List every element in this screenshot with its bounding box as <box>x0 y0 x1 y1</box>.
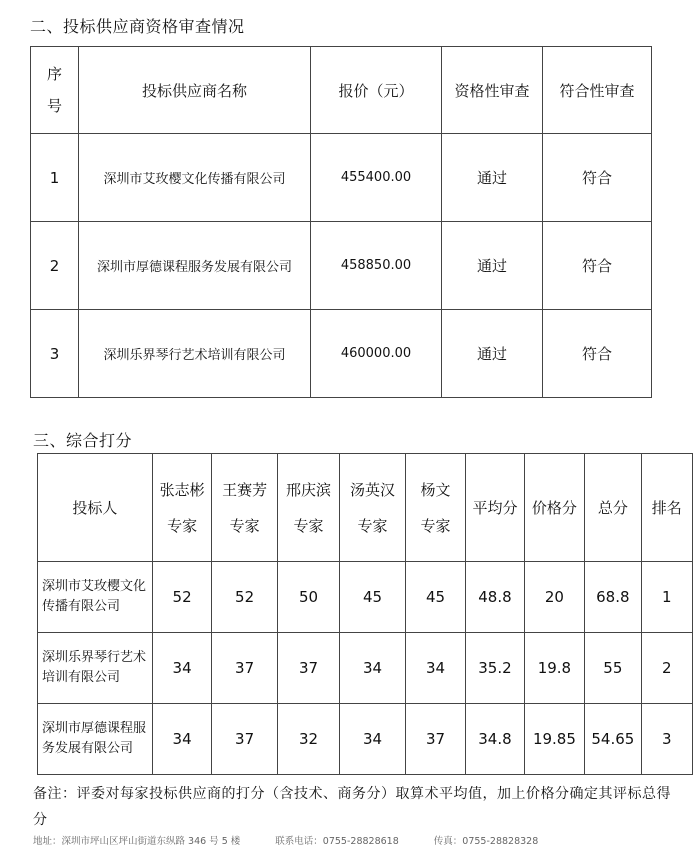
cell-supplier-name: 深圳市艾玫樱文化传播有限公司 <box>79 134 311 222</box>
header-average: 平均分 <box>466 454 524 562</box>
cell-score: 37 <box>212 633 278 704</box>
header-conformity: 符合性审查 <box>543 47 652 134</box>
cell-seq: 3 <box>31 310 79 398</box>
table-row <box>31 222 652 310</box>
cell-score: 45 <box>340 562 406 633</box>
expert-role: 专家 <box>229 516 260 535</box>
cell-average: 34.8 <box>466 704 524 775</box>
qualification-review-table <box>30 46 652 398</box>
cell-rank: 1 <box>641 562 692 633</box>
table-row <box>31 134 652 222</box>
cell-rank: 3 <box>641 704 692 775</box>
cell-bidder: 深圳市厚德课程服务发展有限公司 <box>38 704 153 775</box>
footer-phone: 联系电话：0755-28828618 <box>275 836 399 847</box>
table-header-row <box>31 47 652 134</box>
header-bidder: 投标人 <box>38 454 153 562</box>
cell-score: 34 <box>152 633 211 704</box>
cell-score: 52 <box>152 562 211 633</box>
expert-role: 专家 <box>420 516 451 535</box>
cell-score: 32 <box>277 704 339 775</box>
header-seq <box>31 47 79 134</box>
header-total: 总分 <box>585 454 641 562</box>
section-2-title: 二、投标供应商资格审查情况 <box>30 17 245 36</box>
cell-price-score: 19.8 <box>524 633 584 704</box>
cell-qualification: 通过 <box>442 310 543 398</box>
header-expert-5 <box>405 454 465 562</box>
cell-score: 37 <box>212 704 278 775</box>
header-supplier-name: 投标供应商名称 <box>79 47 311 134</box>
section-3-title: 三、综合打分 <box>33 431 133 450</box>
remark-note: 备注：评委对每家投标供应商的打分（含技术、商务分）取算术平均值，加上价格分确定其评标总得分 <box>33 786 671 828</box>
table-row <box>38 704 693 775</box>
cell-conformity: 符合 <box>543 310 652 398</box>
cell-qualification: 通过 <box>442 222 543 310</box>
header-rank: 排名 <box>641 454 692 562</box>
expert-role: 专家 <box>167 516 198 535</box>
expert-name: 邢庆滨 <box>286 480 332 499</box>
cell-price: 458850.00 <box>311 222 442 310</box>
cell-score: 37 <box>277 633 339 704</box>
footer-fax: 传真：0755-28828328 <box>433 836 539 847</box>
table-row <box>31 310 652 398</box>
table-row <box>38 633 693 704</box>
cell-price-score: 20 <box>524 562 584 633</box>
cell-score: 34 <box>340 633 406 704</box>
cell-total: 55 <box>585 633 641 704</box>
cell-price-score: 19.85 <box>524 704 584 775</box>
cell-average: 35.2 <box>466 633 524 704</box>
cell-score: 45 <box>405 562 465 633</box>
expert-role: 专家 <box>357 516 388 535</box>
expert-name: 张志彬 <box>159 480 205 499</box>
table-header-row <box>38 454 693 562</box>
cell-price: 460000.00 <box>311 310 442 398</box>
cell-score: 52 <box>212 562 278 633</box>
header-price: 报价（元） <box>311 47 442 134</box>
cell-conformity: 符合 <box>543 134 652 222</box>
cell-supplier-name: 深圳乐界琴行艺术培训有限公司 <box>79 310 311 398</box>
expert-name: 王赛芳 <box>222 480 268 499</box>
cell-score: 37 <box>405 704 465 775</box>
header-expert-1 <box>152 454 211 562</box>
expert-role: 专家 <box>293 516 324 535</box>
page-footer <box>33 833 570 847</box>
scoring-table <box>37 453 693 775</box>
cell-score: 34 <box>152 704 211 775</box>
cell-conformity: 符合 <box>543 222 652 310</box>
cell-average: 48.8 <box>466 562 524 633</box>
expert-name: 杨文 <box>420 480 451 499</box>
cell-bidder: 深圳市艾玫樱文化传播有限公司 <box>38 562 153 633</box>
header-expert-4 <box>340 454 406 562</box>
cell-qualification: 通过 <box>442 134 543 222</box>
cell-total: 54.65 <box>585 704 641 775</box>
cell-score: 50 <box>277 562 339 633</box>
expert-name: 汤英汉 <box>350 480 396 499</box>
cell-score: 34 <box>405 633 465 704</box>
cell-total: 68.8 <box>585 562 641 633</box>
header-seq-line2: 号 <box>46 97 62 115</box>
cell-rank: 2 <box>641 633 692 704</box>
table-row <box>38 562 693 633</box>
cell-bidder: 深圳乐界琴行艺术培训有限公司 <box>38 633 153 704</box>
cell-seq: 1 <box>31 134 79 222</box>
footer-address: 地址：深圳市坪山区坪山街道东纵路 346 号 5 楼 <box>33 836 241 847</box>
header-expert-3 <box>277 454 339 562</box>
cell-score: 34 <box>340 704 406 775</box>
header-expert-2 <box>212 454 278 562</box>
cell-price: 455400.00 <box>311 134 442 222</box>
header-seq-line1: 序 <box>46 65 62 83</box>
cell-seq: 2 <box>31 222 79 310</box>
cell-supplier-name: 深圳市厚德课程服务发展有限公司 <box>79 222 311 310</box>
header-price-score: 价格分 <box>524 454 584 562</box>
header-qualification: 资格性审查 <box>442 47 543 134</box>
